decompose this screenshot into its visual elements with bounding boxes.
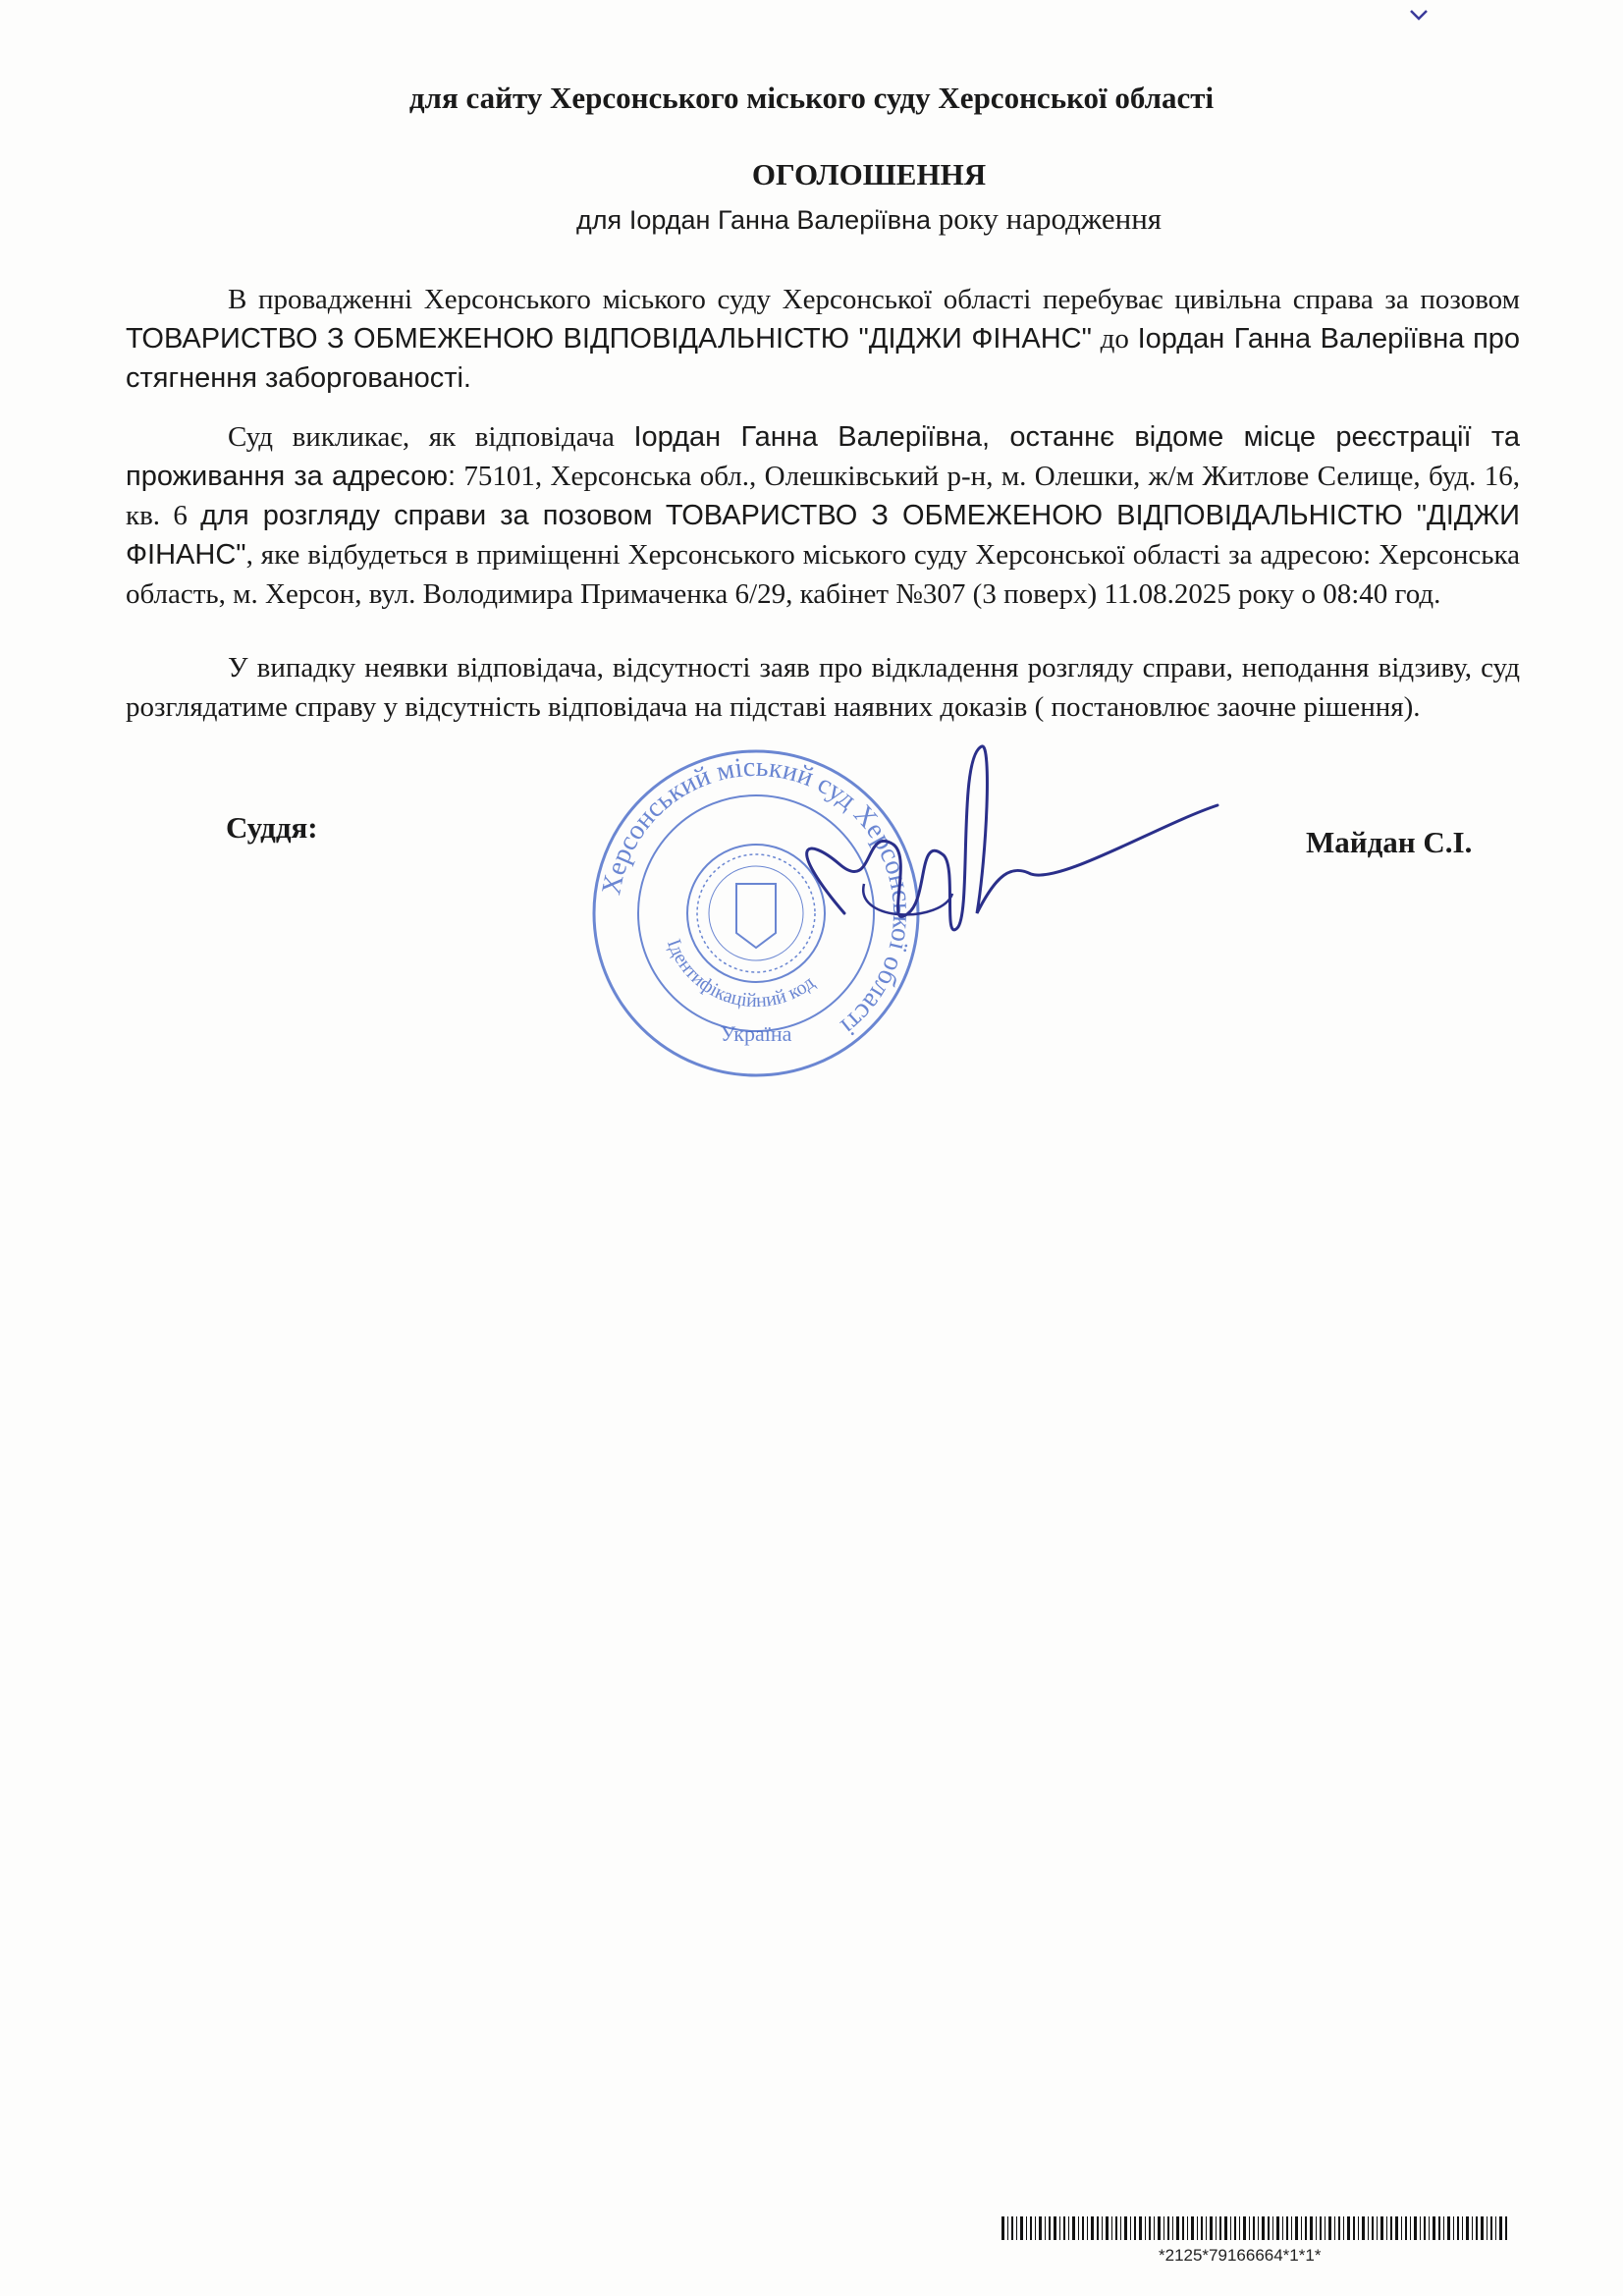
stamp-outer-text: Херсонський міський суд Херсонської області <box>596 751 918 1042</box>
judge-signature <box>746 717 1237 982</box>
stamp-inner-text: Ідентифікаційний код <box>662 936 819 1012</box>
p2-defendant: Іордан Ганна Валеріївна <box>633 421 982 453</box>
announcement-subtitle <box>0 201 1623 237</box>
announcement-sub-suffix: року народження <box>938 201 1163 236</box>
p3-text: У випадку неявки відповідача, відсутності заяв про відкладення розгляду справи, неподання відзиву, суд розглядатиме справу у відсутність відповідача на підставі наявних доказів ( постановлює заочне рішення). <box>126 652 1520 723</box>
document-barcode <box>1001 2216 1512 2275</box>
barcode-number: *2125*79166664*1*1* <box>1159 2246 1322 2265</box>
judge-label: Суддя: <box>226 810 318 845</box>
announcement-sub-name: Іордан Ганна Валеріївна <box>628 205 931 235</box>
p2-venue: , яке відбудеться в приміщенні Херсонського міського суду Херсонської області за адресою: Херсонська область, м. Херсон, вул. Володимира Примаченка 6/29, кабінет №307 (3 поверх) 11.08.2025 року о 08:40 год. <box>126 539 1520 610</box>
p2-purpose: для розгляду справи за позовом <box>200 500 653 531</box>
judge-name: Майдан С.І. <box>1306 825 1473 859</box>
p1-subject: стягнення заборгованості. <box>126 362 471 394</box>
p1-to: до <box>1100 323 1129 355</box>
p1-intro: В провадженні Херсонського міського суду Херсонської області перебуває цивільна справа за позовом <box>228 284 1520 315</box>
p2-plaintiff: ТОВАРИСТВО З ОБМЕЖЕНОЮ ВІДПОВІДАЛЬНІСТЮ "ДІДЖИ ФІНАНС" <box>126 500 1521 571</box>
p2-intro: Суд викликає, як відповідача <box>228 421 615 453</box>
p2-address: 75101, Херсонська обл., Олешківський р-н, м. Олешки, ж/м Житлове Селище, буд. 16, кв. 6 <box>126 461 1520 531</box>
stamp-bottom-text: Україна <box>720 1021 792 1046</box>
corner-mark-icon <box>1409 8 1429 22</box>
announcement-sub-prefix: для <box>575 205 622 235</box>
paragraph-proceedings <box>126 280 1520 404</box>
barcode-icon <box>1001 2216 1512 2240</box>
p1-defendant: Іордан Ганна Валеріївна <box>1137 323 1465 355</box>
announcement-title: ОГОЛОШЕННЯ <box>751 157 987 191</box>
p1-plaintiff: ТОВАРИСТВО З ОБМЕЖЕНОЮ ВІДПОВІДАЛЬНІСТЮ "ДІДЖИ ФІНАНС" <box>126 323 1092 355</box>
p1-about: про <box>1473 323 1521 355</box>
site-header-line: для сайту Херсонського міського суду Херсонської області <box>408 81 1215 115</box>
p2-address-intro: , останнє відоме місце реєстрації та проживання за адресою: <box>126 421 1521 492</box>
paragraph-summons <box>126 417 1520 620</box>
